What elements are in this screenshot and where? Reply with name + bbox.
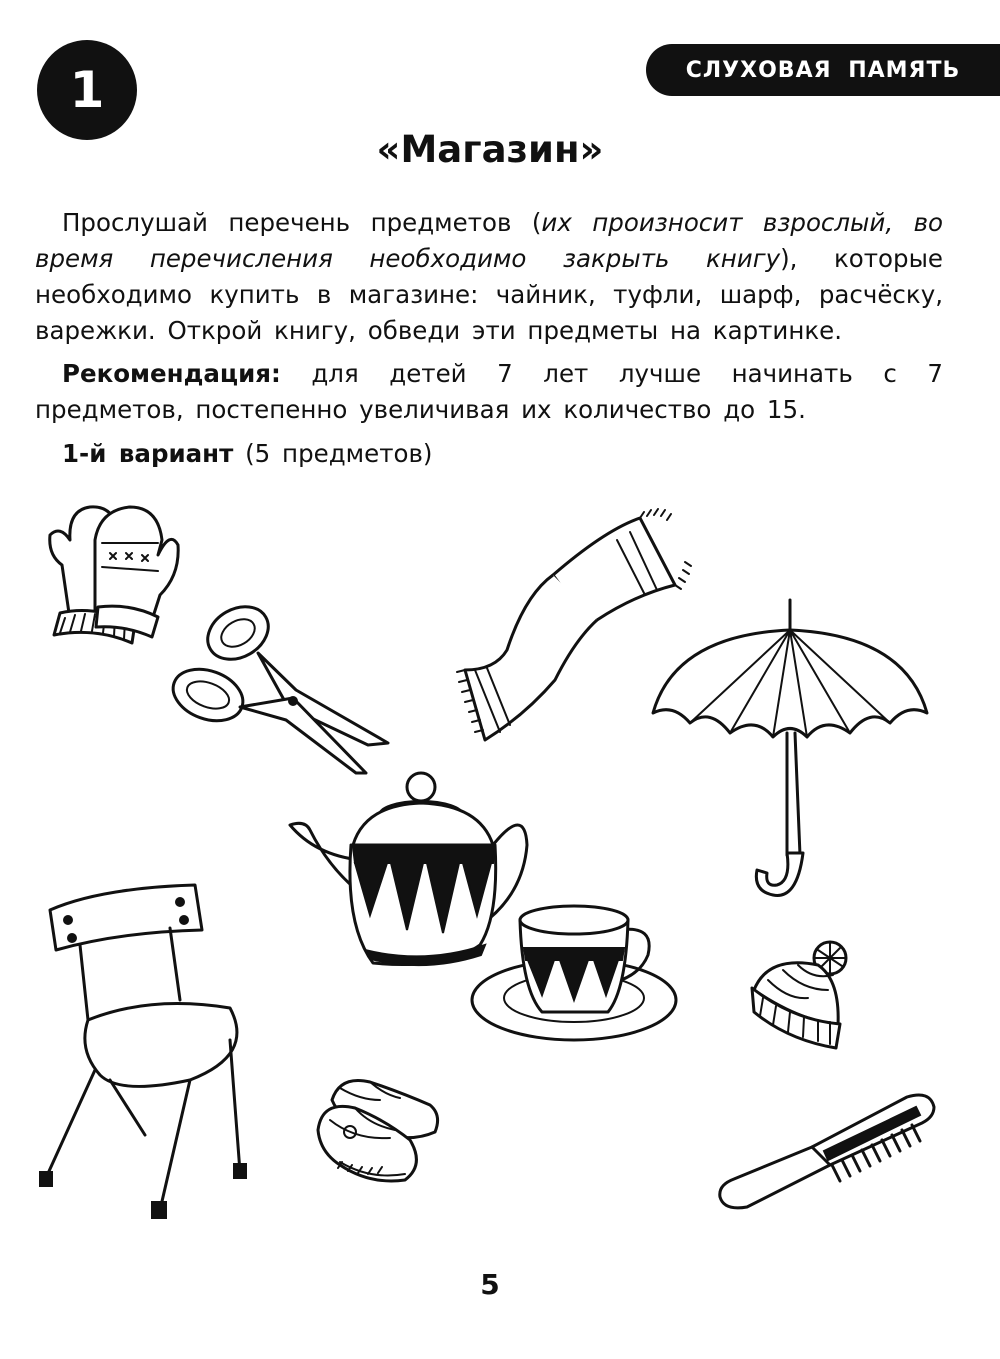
scissors-illustration — [168, 595, 393, 775]
variant-label: 1-й вариант — [62, 439, 234, 468]
scissors-icon — [168, 595, 393, 775]
instructions-note: их произносит взрослый, во время перечисления необходимо закрыть книгу — [35, 208, 943, 273]
chair-icon — [40, 880, 255, 1225]
recommendation-paragraph — [35, 356, 943, 428]
hat-icon — [748, 940, 858, 1055]
section-label-text: СЛУХОВАЯ ПАМЯТЬ — [685, 57, 961, 83]
umbrella-illustration — [645, 595, 935, 910]
chair-illustration — [40, 880, 255, 1225]
hat-illustration — [748, 940, 858, 1055]
comb-illustration — [712, 1085, 942, 1215]
cup-illustration — [470, 900, 685, 1050]
recommendation-text: для детей 7 лет лучше начинать с 7 предметов, постепенно увеличивая их количество до 15. — [35, 359, 943, 424]
exercise-number-badge — [37, 40, 137, 140]
shoes-icon — [310, 1070, 445, 1190]
variant-line — [62, 436, 942, 472]
variant-text: (5 предметов) — [233, 439, 433, 468]
page-title: «Магазин» — [376, 128, 604, 171]
instructions-start: Прослушай перечень предметов ( — [62, 208, 542, 237]
instructions-paragraph — [35, 205, 943, 349]
shoes-illustration — [310, 1070, 445, 1190]
umbrella-icon — [645, 595, 935, 910]
cup-icon — [470, 900, 685, 1050]
recommendation-label: Рекомендация: — [62, 359, 281, 388]
comb-icon — [712, 1085, 942, 1215]
section-label — [646, 44, 1000, 96]
exercise-number: 1 — [69, 61, 105, 119]
page-number: 5 — [480, 1268, 500, 1301]
instructions-end: ), которые необходимо купить в магазине: чайник, туфли, шарф, расчёску, варежки. Открой книгу, обведи эти предметы на картинке. — [35, 244, 943, 345]
